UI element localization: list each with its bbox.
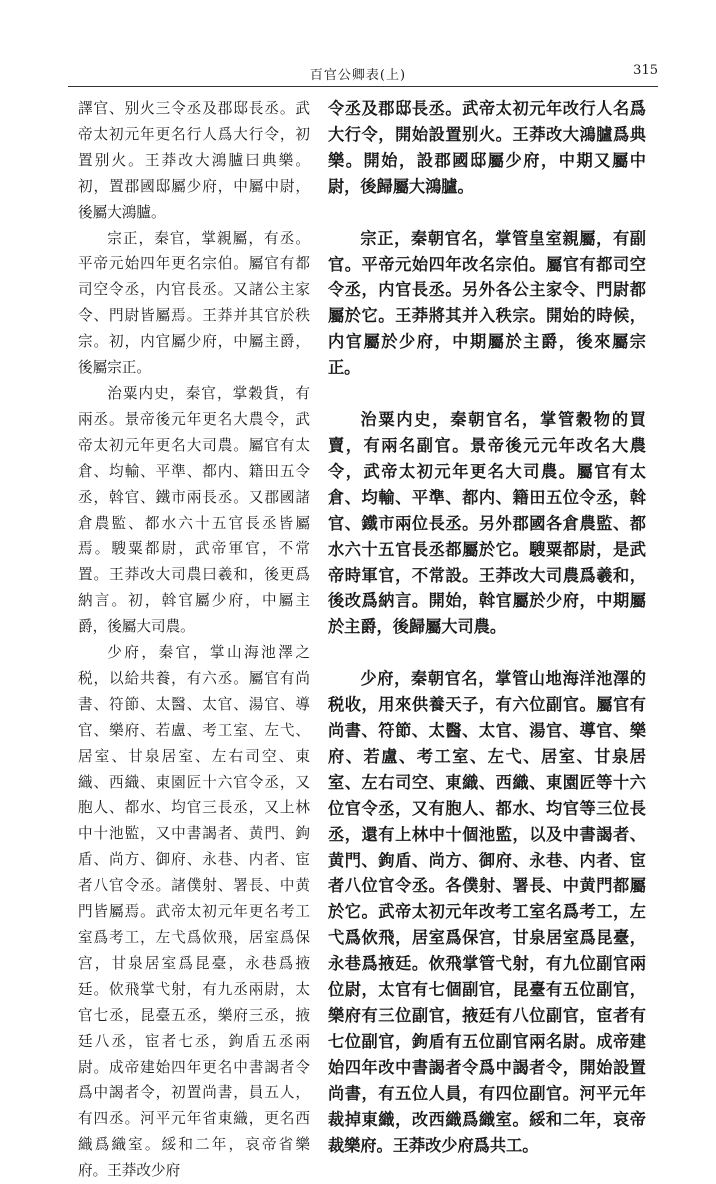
classical-paragraph: 譯官、别火三令丞及郡邸長丞。武帝太初元年更名行人爲大行令，初置别火。王莽改大鴻臚曰典樂。初，置郡國邸屬少府，中屬中尉，後屬大鴻臚。 bbox=[78, 100, 310, 221]
paragraph-gap bbox=[328, 640, 646, 666]
paragraph-gap bbox=[328, 381, 646, 407]
classical-paragraph: 治粟内史，秦官，掌穀貨，有兩丞。景帝後元年更名大農令，武帝太初元年更名大司農。屬官有太倉、均輸、平準、都内、籍田五令丞，斡官、鐵市兩長丞。又郡國諸倉農監、都水六十五官長丞皆屬焉。騪粟都尉，武帝軍官，不常置。王莽改大司農曰羲和，後更爲納言。初，斡官屬少府，中屬主爵，後屬大司農。 bbox=[78, 384, 310, 636]
classical-text-column bbox=[78, 96, 310, 1184]
classical-paragraph: 少府，秦官，掌山海池澤之税，以給共養，有六丞。屬官有尚書、符節、太醫、太官、湯官、導官、樂府、若盧、考工室、左弋、居室、甘泉居室、左右司空、東織、西織、東園匠十六官令丞，又胞人、都水、均官三長丞，又上林中十池監，又中書謁者、黄門、鉤盾、尚方、御府、永巷、内者、宦者八官令丞。諸僕射、署長、中黄門皆屬焉。武帝太初元年更名考工室爲考工，左弋爲佽飛，居室爲保宫，甘泉居室爲昆臺，永巷爲掖廷。佽飛掌弋射，有九丞兩尉，太官七丞，昆臺五丞，樂府三丞，掖廷八丞，宦者七丞，鉤盾五丞兩尉。成帝建始四年更名中書謁者令爲中謁者令，初置尚書，員五人，有四丞。河平元年省東織，更名西織爲織室。綏和二年，哀帝省樂府。王莽改少府 bbox=[78, 644, 310, 1180]
translation-paragraph: 令丞及郡邸長丞。武帝太初元年改行人名爲大行令，開始設置别火。王莽改大鴻臚爲典樂。開始，設郡國邸屬少府，中期又屬中尉，後歸屬大鴻臚。 bbox=[328, 99, 646, 196]
translation-paragraph: 少府，秦朝官名，掌管山地海洋池澤的税收，用來供養天子，有六位副官。屬官有尚書、符節、太醫、太官、湯官、導官、樂府、若盧、考工室、左弋、居室、甘泉居室、左右司空、東織、西織、東園匠等十六位官令丞，又有胞人、都水、均官等三位長丞，還有上林中十個池監，以及中書謁者、黄門、鉤盾、尚方、御府、永巷、内者、宦者八位官令丞。各僕射、署長、中黄門都屬於它。武帝太初元年改考工室名爲考工，左弋爲佽飛，居室爲保宫，甘泉居室爲昆臺，永巷爲掖廷。佽飛掌管弋射，有九位副官兩位尉，太官有七個副官，昆臺有五位副官，樂府有三位副官，掖廷有八位副官，宦者有七位副官，鉤盾有五位副官兩名尉。成帝建始四年改中書謁者令爲中謁者令，開始設置尚書，有五位人員，有四位副官。河平元年裁掉東織，改西織爲織室。綏和二年，哀帝裁樂府。王莽改少府爲共工。 bbox=[328, 669, 646, 1155]
translation-column bbox=[328, 96, 646, 1158]
page-number: 315 bbox=[633, 63, 658, 78]
translation-paragraph: 治粟内史，秦朝官名，掌管穀物的買賣，有兩名副官。景帝後元元年改名大農令，武帝太初元年更名大司農。屬官有太倉、均輸、平準、都内、籍田五位令丞，斡官、鐵市兩位長丞。另外郡國各倉農監、都水六十五官長丞都屬於它。騪粟都尉，是武帝時軍官，不常設。王莽改大司農爲羲和，後改爲納言。開始，斡官屬於少府，中期屬於主爵，後歸屬大司農。 bbox=[328, 410, 646, 637]
paragraph-gap bbox=[328, 200, 646, 226]
translation-paragraph: 宗正，秦朝官名，掌管皇室親屬，有副官。平帝元始四年改名宗伯。屬官有都司空令丞，内官長丞。另外各公主家令、門尉都屬於它。王莽將其并入秩宗。開始的時候，内官屬於少府，中期屬於主爵，後來屬宗正。 bbox=[328, 228, 646, 378]
header-rule bbox=[68, 86, 658, 87]
classical-paragraph: 宗正，秦官，掌親屬，有丞。平帝元始四年更名宗伯。屬官有都司空令丞，内官長丞。又諸公主家令、門尉皆屬焉。王莽并其官於秩宗。初，内官屬少府，中屬主爵，後屬宗正。 bbox=[78, 229, 310, 377]
running-header-title: 百官公卿表(上) bbox=[309, 68, 407, 83]
